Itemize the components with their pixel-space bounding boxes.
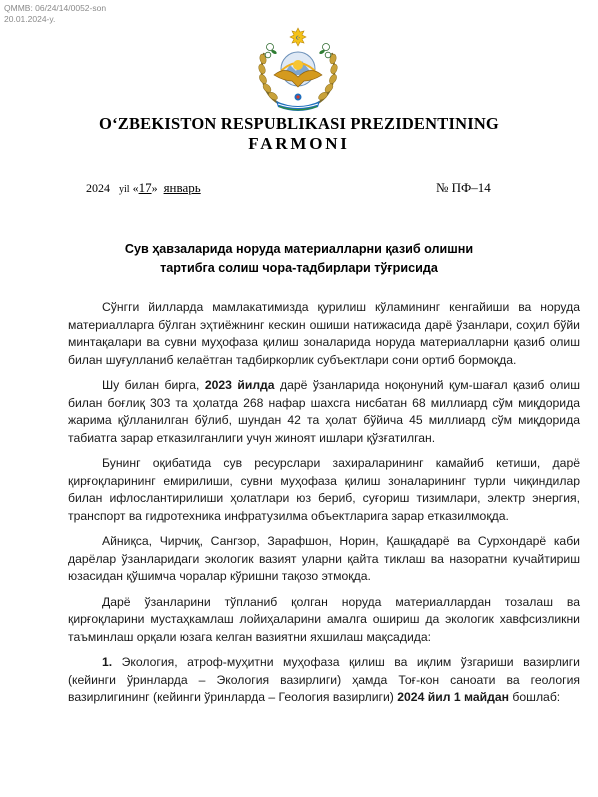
date-close-quote: » bbox=[151, 181, 158, 195]
registration-date: 20.01.2024-y. bbox=[4, 14, 56, 24]
date-year: 2024 bbox=[86, 181, 110, 195]
paragraph-5: Дарё ўзанларини тўпланиб қолган норуда материаллардан тозалаш ва қирғоқларини мустаҳкамлаш лойиҳаларини амалга ошириш да экологик хавфсизликни таъминлаш орқали юзага келган вазиятни яхшилаш мақсадида: bbox=[68, 594, 580, 644]
paragraph-4: Айниқса, Чирчиқ, Сангзор, Зарафшон, Норин, Қашқадарё ва Сурхондарё каби дарёлар ўзанларидаги экологик вазият уларни қайта тиклаш ва назоратни кучайтириш юзасидан қўшимча чоралар кўришни тақозо этмоқда. bbox=[68, 534, 580, 583]
document-date bbox=[86, 180, 201, 196]
paragraph-6-text-a: Экология, атроф-муҳитни муҳофаза қилиш ва иқлим ўзгариши вазирлиги (кейинги ўринларда – Экология вазирлиги) ҳамда Тоғ-кон саноати ва геология вазирлигининг (кейинги ўринларда – Геология вазирлиги) bbox=[68, 655, 580, 704]
date-month: январь bbox=[163, 180, 201, 195]
title-line-2: тартибга солиш чора-тадбирлари тўғрисида bbox=[160, 261, 438, 275]
state-emblem-icon bbox=[252, 25, 344, 113]
document-body bbox=[68, 299, 580, 715]
document-title bbox=[0, 240, 598, 278]
paragraph-2-text-b: дарё ўзанларида ноқонуний қум-шағал қазиб олиш билан боғлиқ 303 та ҳолатда 268 нафар шахсга нисбатан 68 миллиард сўм миқдорида жарима қўлланилган бўлиб, шундан 42 та ҳолат бўйича 45 миллиард сўм миқдорида табиатга зарар етказилганлиги учун жиноят ишлари қўзғатилган. bbox=[68, 378, 580, 445]
document-number: № ПФ–14 bbox=[436, 180, 491, 195]
document-type-heading: FARMONI bbox=[248, 134, 350, 153]
registration-stamp bbox=[4, 3, 106, 25]
date-day: 17 bbox=[138, 180, 152, 195]
paragraph-3: Бунинг оқибатида сув ресурслари захираларининг камайиб кетиши, дарё қирғоқларининг емирилиши, сувни муҳофаза қилиш зоналарининг турли чиқиндилар билан ифлослантирилиши ҳолатлари юз бериб, суғориш тизимлари, электр энергия, транспорт ва гидротехника инфратузилма объектларига зарар етказилмоқда. bbox=[68, 456, 580, 523]
paragraph-2 bbox=[68, 377, 580, 447]
paragraph-2-text-a: Шу билан бирга, bbox=[102, 378, 205, 392]
paragraph-1: Сўнгги йилларда мамлакатимизда қурилиш кўламининг кенгайиши ва норуда материалларга бўлган эҳтиёжнинг кескин ошиши натижасида дарё ўзанлари, соҳил бўйи минтақалари ва сувни муҳофаза қилиш зоналарида норуда материалларни қазиб олиш билан шуғулланиб келаётган тадбиркорлик субъектлари сони ортиб бормоқда. bbox=[68, 300, 580, 367]
registration-number: QMMB: 06/24/14/0052-son bbox=[4, 3, 107, 13]
svg-text:☪: ☪ bbox=[295, 35, 301, 42]
paragraph-6-emphasis: 2024 йил 1 майдан bbox=[397, 690, 510, 704]
paragraph-6-text-b: бошлаб: bbox=[509, 690, 561, 704]
clause-number: 1. bbox=[102, 655, 113, 669]
paragraph-6 bbox=[68, 654, 580, 707]
issuer-heading: O‘ZBEKISTON RESPUBLIKASI PREZIDENTINING bbox=[99, 114, 499, 133]
paragraph-2-emphasis: 2023 йилда bbox=[204, 378, 275, 392]
date-open-quote: « bbox=[132, 181, 139, 195]
title-line-1: Сув ҳавзаларида норуда материалларни қазиб олишни bbox=[124, 242, 474, 256]
date-year-suffix: yil bbox=[119, 184, 130, 195]
